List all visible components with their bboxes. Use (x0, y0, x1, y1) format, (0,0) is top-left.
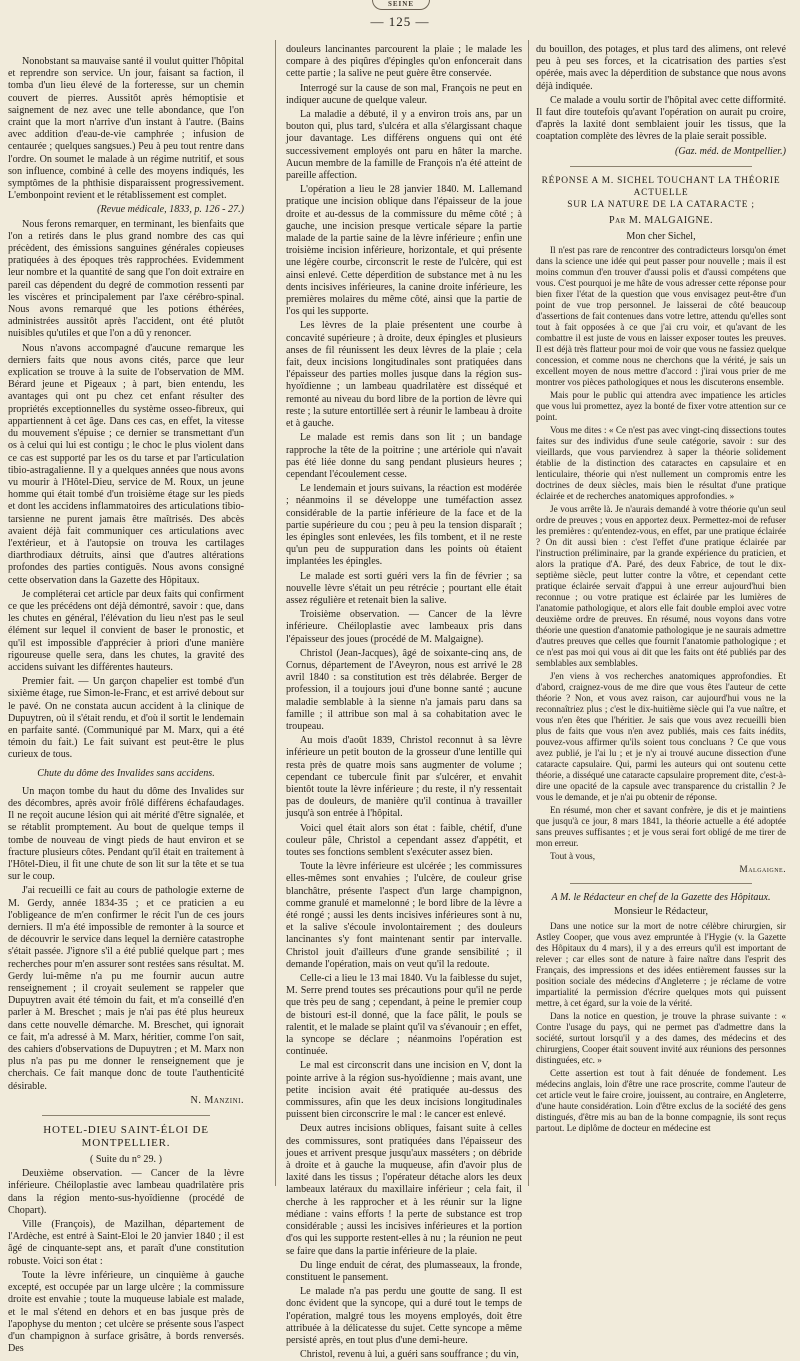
paragraph: Le malade est remis dans son lit ; un bandage rapproche la tête de la poitrine ; une artériole qui n'avait pas été liée donne du sang pendant plusieurs heures ; cependant l'écoulement cesse. (286, 432, 522, 480)
paragraph: Vous me dites : « Ce n'est pas avec vingt-cinq dissections toutes faites sur des individus d'une seule catégorie, savoir : sur des vieillards, que vous parviendrez à saper la théorie solidement établie de la distinction des cataractes en capsulaire et en lenticulaire, théorie qui n'est nullement un compromis entre les doctrines de deux siècles, mais bien le résultat d'une pratique éclairée et de recherches anatomiques approfondies. » (536, 425, 786, 502)
citation: (Revue médicale, 1833, p. 126 - 27.) (97, 204, 244, 216)
paragraph: Le malade est sorti guéri vers la fin de février ; sa nouvelle lèvre s'était un peu rétrécie ; pourtant elle était assez régulière et retenait bien la salive. (286, 570, 522, 606)
paragraph: J'ai recueilli ce fait au cours de pathologie externe de M. Gerdy, année 1834-35 ; et ce praticien a eu l'obligeance de m'en confirmer le récit l'un de ces jours derniers. Il m'a été impossible de remonter à la source et de découvrir le service dans lequel la dernière catastrophe s'était passée. J'ignore s'il a été publié quelque part ; mes recherches pour m'en assurer sont restées sans résultat. M. Gerdy lui-même n'a pu me fournir aucun autre renseignement ; il croyait seulement se rappeler que Dupuytren avait été témoin du fait, et m'a conseillé d'en parler à M. Breschet ; mais je n'ai pas été plus heureux dans cette nouvelle démarche. M. Breschet, qui ignorait ce fait, m'a adressé à M. Marx, héritier, comme l'on sait, des cahiers d'observations de Dupuytren ; et M. Marx non plus n'a pas pu me donner le renseignement que je cherchais. Ce fait manque donc de toute l'authenticité désirable. (8, 885, 244, 1092)
paragraph: Le lendemain et jours suivans, la réaction est modérée ; néanmoins il se développe une tuméfaction assez considérable de la partie inférieure de la face et de la partie supérieure du cou ; peu à peu la tension disparaît ; les épingles sont enlevées, les fils tombent, et il ne reste qu'un peu de suppuration dans les points où étaient implantées les épingles. (286, 483, 522, 568)
article-author: Par M. MALGAIGNE. (608, 214, 714, 226)
paragraph: Premier fait. — Un garçon chapelier est tombé d'un sixième étage, rue Simon-le-Franc, et est arrivé debout sur le pavé. On ne constata aucun accident à la clinique de Dupuytren, où il s'était rendu, et d'où il sortit le lendemain en parfaite santé. (Communiqué par M. Marx, qui a été témoin du fait.) Le fait suivant est peut-être le plus curieux de tous. (8, 676, 245, 761)
section-divider (570, 883, 752, 884)
column-1 (8, 56, 245, 1355)
article-title-line2: SUR LA NATURE DE LA CATARACTE ; (567, 199, 755, 210)
paragraph: J'en viens à vos recherches anatomiques approfondies. Et d'abord, craignez-vous de me dire que vous êtes l'auteur de cette théorie ? Non, et vous avez raison, car aujourd'hui vous ne la reconnaîtriez plus ; c'est le dix-huitième siècle qui l'a vue naître, et vous n'en êtes que l'héritier. Je sais que vous avez recueilli bien plus de faits que vous n'en avez publiés, mais ces faits inédits, pouvez-vous affirmer qu'ils soient tous concluans ? Ce que vous avez publié, je l'ai lu ; et je n'y ai trouvé aucune dissection d'une cataracte capsulaire. Qui, parmi les auteurs qui ont soutenu cette théorie, a disséqué une cataracte capsulaire proprement dite, c'est-à-dire une opacité de la capsule avec transparence du cristallin ? Je vous le demande, et je n'ai pu obtenir de réponse. (536, 671, 786, 803)
page-number: — 125 — (370, 14, 430, 29)
subheading: Chute du dôme des Invalides sans accidens. (37, 767, 215, 779)
author-signature: N. Manzini. (190, 1094, 244, 1106)
paragraph: Interrogé sur la cause de son mal, François ne peut en indiquer aucune de quelque valeur. (286, 82, 522, 106)
paragraph: Deuxième observation. — Cancer de la lèvre inférieure. Chéiloplastie avec lambeau quadrilatère pris dans la région mento-sus-hyoïdienne (procédé de Chopart). (8, 1168, 244, 1216)
column-rule-right (528, 40, 529, 1186)
paragraph: Ville (François), de Mazilhan, département de l'Ardèche, est entré à Saint-Eloi le 20 janvier 1840 ; il est âgé de cinquante-sept ans, et paraît d'une constitution robuste. Voici son état : (8, 1219, 244, 1267)
paragraph: Le malade n'a pas perdu une goutte de sang. Il est donc évident que la syncope, qui a duré tout le temps de l'opération, malgré tous les moyens employés, doit être attribuée à la délicatesse du sujet. Cette syncope a même persisté après, en tout plus d'une demi-heure. (286, 1286, 522, 1346)
section-title: HOTEL-DIEU SAINT-ÉLOI DE MONTPELLIER. (43, 1124, 209, 1150)
paragraph: Troisième observation. — Cancer de la lèvre inférieure. Chéiloplastie avec lambeaux pris dans l'épaisseur des joues (procédé de M. Malgaigne). (286, 609, 522, 645)
paragraph: Mais pour le public qui attendra avec impatience les articles que vous lui promettez, ayez la bonté de fixer votre attention sur ce point. (536, 390, 786, 423)
paragraph: Les lèvres de la plaie présentent une courbe à concavité supérieure ; à droite, deux épingles et plusieurs anses de fil réunissent les deux lèvres de la plaie ; cela fait, deux incisions longitudinales sont pratiquées dans l'épaisseur des parties molles jusque dans la région sus-hyoïdienne ; un lambeau quadrilatère est disséqué et remonté au niveau du bord libre de la portion de lèvre qui reste ; la suture entortillée sert à réunir le lambeau à droite et à gauche. (286, 320, 522, 430)
paragraph: Dans la notice en question, je trouve la phrase suivante : « Contre l'usage du pays, qui ne permet pas d'admettre dans la société, surtout lorsqu'il y a des dames, des médecins et des chirurgiens, Cooper était souvent invité aux réunions des personnes distinguées, etc. » (536, 1010, 786, 1065)
column-2 (286, 44, 522, 1361)
paragraph: En résumé, mon cher et savant confrère, je dis et je maintiens que jusqu'à ce jour, 8 mars 1841, la théorie actuelle a été adoptée sans preuves suffisantes ; et je vous serai fort obligé de me tirer de mon erreur. (536, 805, 786, 849)
paragraph: Nous ferons remarquer, en terminant, les bienfaits que l'on a retirés dans le plus grand nombre des cas qui précèdent, des émissions sanguines générales copieuses pratiquées à des époques très rapprochées. Evidemment leur nombre et la quantité de sang que l'on doit extraire en pareil cas dépendent du degré de commotion ressenti par les viscères et principalement par l'axe cérébro-spinal. Nous avons remarqué que les potions éthérées, administrées aussitôt après l'accident, ont été plutôt nuisibles qu'utiles et que l'on a dû y renoncer. (8, 218, 244, 340)
paragraph: Toute la lèvre inférieure, un cinquième à gauche excepté, est occupée par un large ulcère ; la commissure droite est envahie ; toute la muqueuse labiale est malade, et le mal s'étend en dehors et en bas jusque près de l'apophyse du menton ; cet ulcère se présente sous l'aspect d'un champignon à surface grisâtre, à bords renversés. Des (8, 1269, 244, 1355)
section-divider (42, 1115, 210, 1116)
paragraph: Il n'est pas rare de rencontrer des contradicteurs lorsqu'on émet dans la science une idée qui peut passer pour nouvelle ; mais il est moins commun d'en trouver d'aussi polis et d'aussi compétens que vous. C'est pourquoi je me hâte de vous adresser cette réponse pour bien fixer l'état de la question que vous envisagez peut-être d'un point de vue trop personnel. Je laisserai de côté beaucoup d'assertions de fait contenues dans votre lettre, attendu qu'elles sont tout à fait opposées à ce que j'ai cru voir, et qu'avant de les combattre il est juste de vous en laisser exposer toutes les preuves. Il est déjà très flatteur pour moi de voir que vous ne fassiez quelque concession, et comme nous ne cherchons que la vérité, je sais un excellent moyen de nous mettre d'accord : j'irai vous prier de me montrer vos pièces pathologiques et nous les discuterons ensemble. (536, 245, 786, 388)
article-title: RÉPONSE A M. SICHEL TOUCHANT LA THÉORIE ACTUELLE (541, 175, 781, 198)
paragraph: Le mal est circonscrit dans une incision en V, dont la pointe arrive à la région sus-hyoïdienne ; mais avant, une petite incision avait été pratiquée au-dessus des commissures, afin que les deux incisions longitudinales puissent bien circonscrire le mal : le cancer est enlevé. (286, 1060, 522, 1121)
paragraph: Christol (Jean-Jacques), âgé de soixante-cinq ans, de Cornus, département de l'Aveyron, nous est arrivé le 28 avril 1840 : sa constitution est très délabrée. Berger de profession, il a toujours joui d'une bonne santé ; aucune maladie semblable à la sienne n'a jamais paru dans sa famille ; il attribue son mal à sa cohabitation avec le troupeau. (286, 647, 522, 732)
seine-stamp: SEINE (372, 0, 430, 10)
paragraph: Christol, revenu à lui, a guéri sans souffrance ; du vin, (300, 1349, 519, 1361)
paragraph: Deux autres incisions obliques, faisant suite à celles des commissures, sont pratiquées dans l'épaisseur des joues et arrivent presque jusqu'aux masséters ; on débride à droite et à gauche la muqueuse, afin d'avoir plus de laxité dans les tissus ; l'opérateur détache alors les deux lambeaux latéraux du maxillaire inférieur ; cela fait, il cherche à les rapprocher et à les réunir sur la ligne médiane : vains efforts ! la perte de substance est trop considérable ; aussi les incisives inférieures et la portion d'os qui les supporte restent-elles à nu ; la réunion ne peut se faire que dans la partie inférieure de la plaie. (286, 1123, 522, 1257)
salutation: Monsieur le Rédacteur, (613, 906, 709, 918)
column-rule-left (275, 40, 276, 1186)
column-3 (536, 44, 786, 1172)
closing: Tout à vous, (550, 851, 596, 862)
paragraph: Dans une notice sur la mort de notre célèbre chirurgien, sir Astley Cooper, que vous avez empruntée à l'Hygie (v. la Gazette des Hôpitaux du 4 mars), il y a des erreurs qu'il est important de relever ; car elles sont de nature à faire naître dans l'esprit des Français, des impressions et des idées entièrement fausses sur la position sociale des médecins d'Angleterre ; je réclame de votre impartialité la permission d'écrire quelques mots qui puissent mettre, à cet égard, sur la voie de la vérité. (536, 920, 786, 1008)
section-divider (570, 166, 752, 167)
paragraph: La maladie a débuté, il y a environ trois ans, par un bouton qui, plus tard, s'ulcéra et alla s'élargissant chaque jour davantage. Les différens onguens qui ont été successivement employés ont paru en hâter la marche. Aucun membre de la famille de François n'a été atteint de pareille affection. (286, 109, 522, 182)
salutation: Mon cher Sichel, (626, 231, 696, 243)
paragraph: Du linge enduit de cérat, des plumasseaux, la fronde, constituent le pansement. (286, 1259, 522, 1283)
author-signature: Malgaigne. (739, 864, 786, 875)
paragraph: Un maçon tombe du haut du dôme des Invalides sur des décombres, après avoir frôlé différens échafaudages. Il ne reçoit aucune lésion qui ait mérité d'être signalée, et se rétablit promptement. Au bout de quelque temps il tombe de nouveau de vingt pieds de haut environ et se fracture plusieurs côtes. Pendant qu'il était en traitement à l'Hôtel-Dieu, il fit une chute de son lit sur la tête et se tua sur le coup. (8, 785, 244, 883)
paragraph: Je compléterai cet article par deux faits qui confirment ce que les précédens ont déjà démontré, savoir : que, dans les chutes en général, l'élévation du lieu n'est pas le seul élément sur lequel il convient de baser le pronostic, et qu'il est impossible d'apprécier à priori d'une manière rigoureuse quelle sera, dans les chutes, la gravité des accidens suivant les différentes hauteurs. (8, 588, 244, 673)
paragraph: Au mois d'août 1839, Christol reconnut à sa lèvre inférieure un petit bouton de la grosseur d'une lentille qui resta près de quatre mois sans augmenter de volume ; cependant ce tubercule finit par s'ulcérer, et envahit bientôt toute la lèvre inférieure ; du reste, il n'y ressentait pas de douleurs, de manière qu'il continua à travailler jusqu'à son entrée à l'hôpital. (286, 735, 522, 820)
page-header (0, 0, 800, 32)
section-subtitle: ( Suite du n° 29. ) (90, 1154, 162, 1166)
paragraph: Ce malade a voulu sortir de l'hôpital avec cette difformité. Il faut dire toutefois qu'avant l'opération on aurait pu croire, d'après la laxité dont semblaient jouir les tissus, que la coaptation complète des lèvres de la plaie serait possible. (536, 94, 786, 143)
paragraph: du bouillon, des potages, et plus tard des alimens, ont relevé peu à peu ses forces, et la cicatrisation des parties s'est opérée, mais avec la déperdition de substance que nous avons déjà indiquée. (536, 44, 786, 92)
paragraph: Toute la lèvre inférieure est ulcérée ; les commissures elles-mêmes sont envahies ; l'ulcère, de couleur grise blanchâtre, présente l'aspect d'un large champignon, comme granulé et mamelonné ; le bord libre de la lèvre a été rongé ; aussi les dents incisives inférieures sont à nu, et la salive s'écoule involontairement ; des douleurs lancinantes s'y font maintenant sentir par intervalle. Christol jouit d'ailleurs d'une grande sensibilité ; il demande l'opération, mais on veut qu'il la redoute. (286, 861, 522, 970)
letter-heading: A M. le Rédacteur en chef de la Gazette des Hôpitaux. (551, 892, 771, 904)
paragraph: Cette assertion est tout à fait dénuée de fondement. Les médecins anglais, loin d'être une race proscrite, comme l'auteur de cet article veut le faire croire, jouissent, au contraire, en Angleterre, d'une haute considération. Loin d'être exclus de la société des gens distingués, d'être mis au ban de la bonne compagnie, ils sont reçus partout. Le diplôme de docteur en médecine est (536, 1067, 786, 1133)
paragraph: L'opération a lieu le 28 janvier 1840. M. Lallemand pratique une incision oblique dans l'épaisseur de la joue droite et au-dessus de la commissure du même côté ; à gauche, une incision presque verticale sépare la partie malade de la partie saine de la lèvre inférieure ; enfin une troisième incision inférieure, horizontale, et qui présente une légère courbe, circonscrit le reste de l'ulcère, qui est ainsi enlevé. Cette déperdition de substance met à nu les dents incisives inférieures, la canine droite inférieure, les premières molaires du même côté, ainsi que la partie de l'os qui les supporte. (286, 184, 522, 318)
paragraph: Nonobstant sa mauvaise santé il voulut quitter l'hôpital et reprendre son service. Un jour, faisant sa faction, il tomba d'un lieu élevé de la forteresse, sur un chemin couvert de pierres. Aussitôt après hémoptisie et saignement de nez avec une telle abondance, que l'on craint que la mort n'arrive d'un instant à l'autre. (Bains avec addition d'eau-de-vie camphrée ; infusion de centaurée ; quelques sangsues.) Peu à peu tout rentre dans l'ordre. On soumet le malade à un régime nutritif, et sous son influence, combiné à celle des moyens indiqués, les symptômes de la phthisie disparaissent progressivement. L'embonpoint revient et le rétablissement est complet. (8, 56, 244, 202)
citation: (Gaz. méd. de Montpellier.) (674, 145, 786, 157)
paragraph: douleurs lancinantes parcourent la plaie ; le malade les compare à des piqûres d'épingles qu'on enfoncerait dans cette partie ; la salive ne peut guère être conservée. (286, 44, 522, 80)
paragraph: Voici quel était alors son état : faible, chétif, d'une couleur pâle, Christol a cependant assez d'appétit, et toutes ses fonctions semblent s'exécuter assez bien. (286, 822, 522, 858)
paragraph: Nous n'avons accompagné d'aucune remarque les derniers faits que nous avons cités, parce que leur explication se trouve à la suite de l'observation de MM. Bérard jeune et Pigeaux ; à part, bien entendu, les avantages qui ont pu chez cet enfant résulter des propriétés exceptionnelles du système osseo-fibreux, qui appartiennent à cet âge. Dans ces cas, en effet, la vitesse du mouvement s'épuise ; ce dernier se transmettant d'un os à celui qui lui est contigu ; le choc le plus violent dans ce cas est supporté par les os du tarse et par l'articulation tibio-astragalienne. Il y a quelques années que nous avons vu mourir à l'Hôtel-Dieu, service de M. Roux, un jeune homme qui était tombé d'un troisième étage sur les pieds et dont les accidens inflammatoires des articulations tibio-tarsienne ne purent jamais être maîtrisés. Des abcès avaient déjà fait communiquer ces articulations avec l'extérieur, et à l'autopsie on trouva les cartilages diarthrodiaux détruits, ainsi que d'autres altérations profondes des parties contiguës. Nous avons consigné cette observation dans la Gazette des Hôpitaux. (8, 342, 244, 586)
paragraph: Celle-ci a lieu le 13 mai 1840. Vu la faiblesse du sujet, M. Serre prend toutes ses précautions pour qu'il ne perde que très peu de sang ; cependant, à peine le premier coup de bistouri est-il donné, que la face pâlit, le pouls se ralentit, et le malade se plaint qu'il va s'évanouir ; en effet, la syncope se déclare ; néanmoins l'opération est continuée. (286, 973, 522, 1058)
paragraph: Je vous arrête là. Je n'aurais demandé à votre théorie qu'un seul ordre de preuves ; vous en apportez deux. Permettez-moi de refuser les premières : qu'entendez-vous, en effet, par une pratique éclairée ? On dit aussi bien : c'est l'effet d'une pratique éclairée par l'instruction préliminaire, par la grande expérience du praticien, et alors la pratique d'A. Paré, des deux Fabrice, de tout le dix-septième siècle, peut lutter contre la vôtre, et cependant cette pratique éclairée servait d'appui à une erreur aujourd'hui bien reconnue ; ou votre pratique est éclairée par les lumières de l'anatomie pathologique, et alors elle fait double emploi avec votre deuxième ordre de preuves. En résumé, nous voyons dans votre théorie une question d'anatomie pathologique je ne saurais admettre d'autres preuves que celles que fournit l'anatomie pathologique ; et ce n'est pas moi qui vous ai dit que les faits ont été publiés par des semblables aux semblables. (536, 504, 786, 669)
